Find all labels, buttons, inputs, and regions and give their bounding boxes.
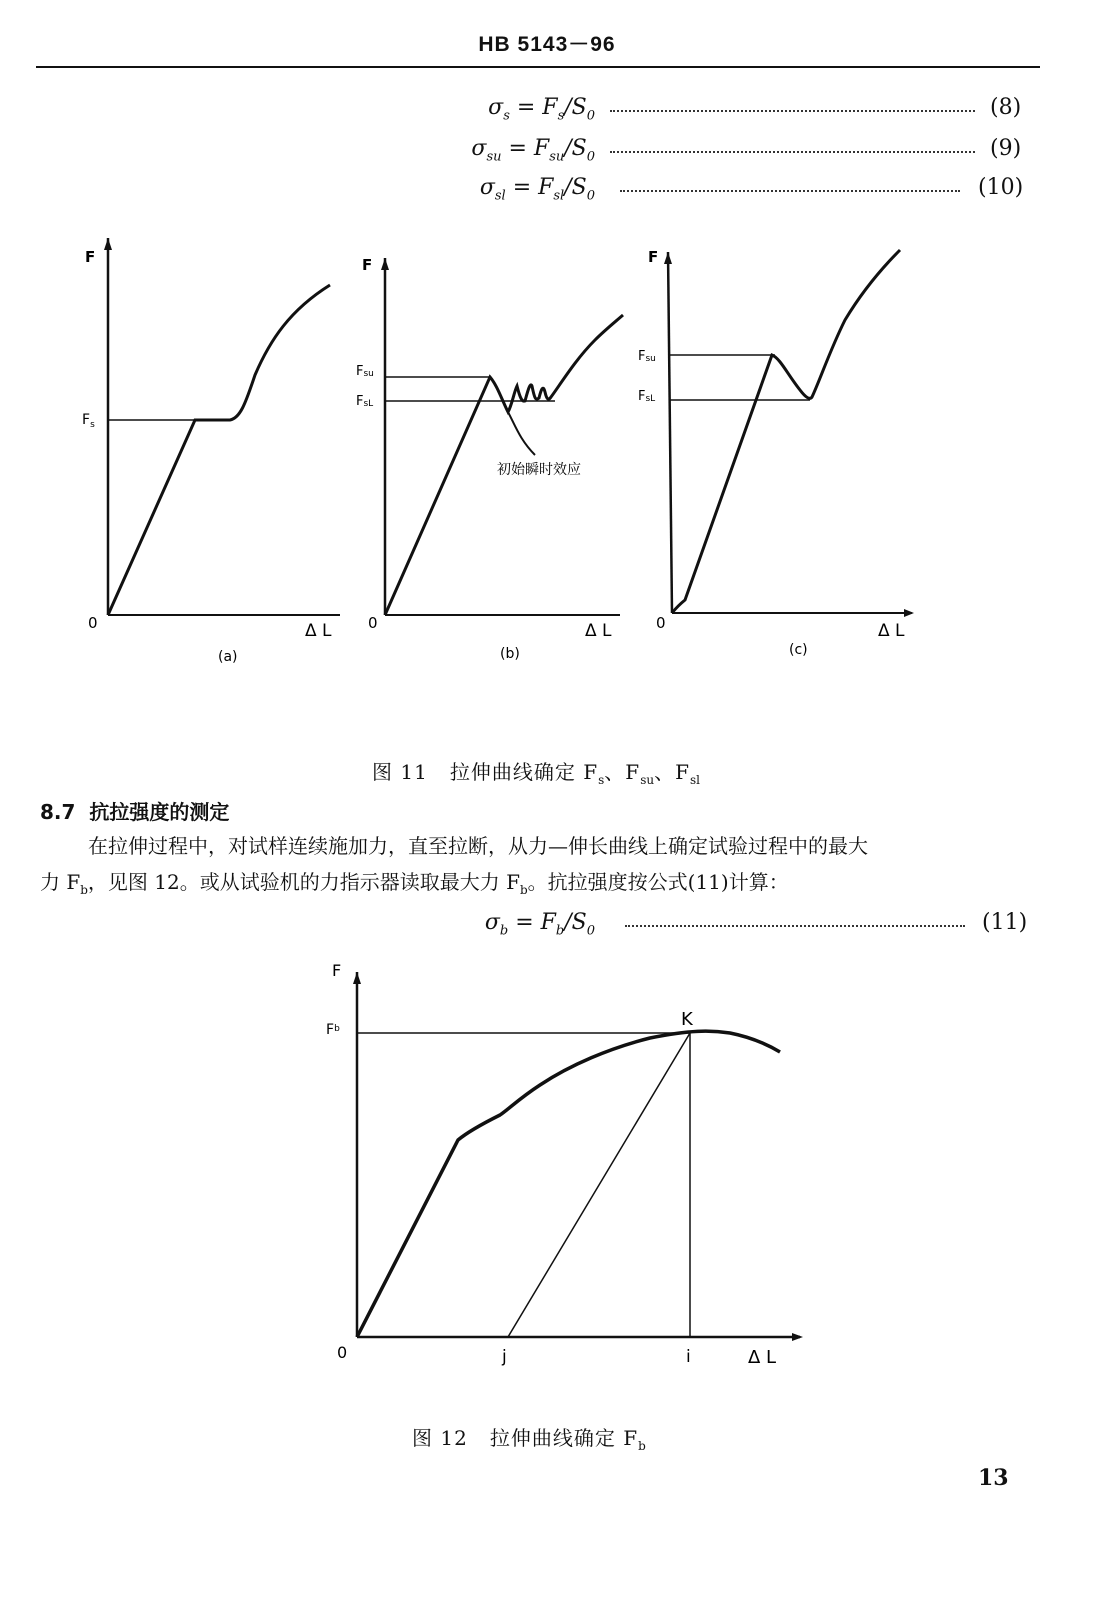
fig12-y-label: F: [332, 961, 342, 980]
standard-header: HB 5143－96: [478, 33, 616, 56]
paragraph-line-1: 在拉伸过程中，对试样连续施加力，直至拉断，从力—伸长曲线上确定试验过程中的最大: [88, 834, 868, 858]
section-heading: [40, 796, 229, 825]
eq9-rhs-rest-sub: 0: [586, 149, 595, 165]
plot-b-fsu-label: Fsu: [356, 364, 374, 379]
eq9-rhs-sub: su: [549, 149, 565, 165]
eq8-rhs-sub: s: [557, 108, 565, 124]
plot-a-panel-label: (a): [218, 649, 238, 665]
figure-12: [0, 955, 1094, 1375]
plot-c: [638, 248, 914, 658]
figure-11-caption-sub3: sl: [689, 773, 700, 787]
eq10-lhs-sub: sl: [494, 188, 506, 204]
fig12-x-label: Δ L: [748, 1347, 777, 1368]
eq9-rhs-rest: /S: [564, 136, 587, 161]
figure-11-caption-text: 拉伸曲线确定 F: [449, 760, 599, 784]
eq8-rhs-rest: /S: [564, 95, 587, 120]
eq11-lhs-sub: b: [499, 923, 509, 939]
figure-11-caption-prefix: 图 11: [372, 760, 428, 784]
eq10-leader-dots: [620, 190, 960, 192]
fig12-x-arrow: [792, 1333, 803, 1341]
plot-a-x-label: Δ L: [305, 621, 332, 641]
eq10-number: (10): [978, 175, 1024, 200]
figure-11-caption-sep2: 、F: [654, 760, 690, 784]
eq8-rhs-main: F: [542, 95, 558, 120]
page-number: 13: [978, 1465, 1009, 1491]
plot-a-curve: [108, 285, 330, 615]
figure-12-caption: [412, 1422, 646, 1453]
plot-a-origin: 0: [88, 614, 98, 632]
body-paragraph: [40, 828, 1040, 908]
eq11-rhs-main: F: [540, 910, 556, 935]
eq10-rhs-rest: /S: [564, 175, 587, 200]
plot-b-x-label: Δ L: [585, 621, 612, 641]
plot-a: [82, 238, 340, 665]
eq9-lhs-sub: su: [486, 149, 502, 165]
plot-b-y-arrow: [381, 258, 389, 270]
eq10-lhs-symbol: σ: [479, 175, 495, 200]
eq10-rhs-main: F: [538, 175, 554, 200]
eq8-number: (8): [990, 95, 1022, 120]
fig12-j-label: j: [502, 1347, 507, 1367]
eq8-leader-dots: [610, 110, 975, 112]
plot-b-origin: 0: [368, 614, 378, 632]
plot-b-annotation: 初始瞬时效应: [497, 462, 581, 478]
eq9-leader-dots: [610, 151, 975, 153]
plot-b-fsl-label: FsL: [356, 394, 374, 409]
plot-a-y-label: F: [85, 248, 96, 266]
plot-c-fsl-label: FsL: [638, 389, 656, 404]
plot-b-panel-label: (b): [500, 646, 520, 662]
section-title: 抗拉强度的测定: [89, 800, 230, 824]
fig12-y-arrow: [353, 972, 361, 984]
eq10-rhs-sub: sl: [553, 188, 565, 204]
eq11-leader-dots: [625, 925, 965, 927]
plot-c-y-label: F: [648, 248, 659, 266]
plot-b-annotation-leader: [508, 412, 535, 455]
header-rule: [36, 66, 1040, 68]
figure-11-caption-sub1: s: [598, 773, 605, 787]
paragraph-line-2: 力 $F_b$，见图 12。或从试验机的力指示器读取最大力 $F_b$。抗拉强度按公式(11)计算：: [40, 870, 789, 897]
figure-11-caption: [372, 756, 700, 787]
eq9-number: (9): [990, 136, 1022, 161]
eq9-lhs-symbol: σ: [471, 136, 487, 161]
plot-c-y-axis: [668, 252, 672, 613]
fig12-k-label: K: [681, 1009, 693, 1030]
plot-c-y-arrow: [664, 252, 672, 264]
plot-a-y-arrow: [104, 238, 112, 250]
plot-b-y-label: F: [362, 256, 373, 274]
eq11-rhs-rest-sub: 0: [586, 923, 595, 939]
plot-c-x-arrow: [904, 609, 914, 617]
eq8-rhs-rest-sub: 0: [586, 108, 595, 124]
eq8-lhs-symbol: σ: [488, 95, 504, 120]
eq11-lhs-symbol: σ: [484, 910, 500, 935]
figure-12-caption-sub: b: [638, 1439, 646, 1453]
plot-c-origin: 0: [656, 614, 666, 632]
section-number: 8.7: [40, 800, 76, 824]
plot-a-level-label: $F_s$: [82, 412, 95, 430]
fig12-curve: [357, 1031, 780, 1337]
fig12-fb-label: $F^b$: [326, 1022, 340, 1038]
eq10-rhs-rest-sub: 0: [586, 188, 595, 204]
plot-c-fsu-label: Fsu: [638, 349, 656, 364]
eq11-rhs-rest: /S: [564, 910, 587, 935]
plot-c-curve: [672, 250, 900, 613]
figure-11-caption-sub2: su: [640, 773, 655, 787]
figure-11: [0, 220, 1094, 680]
eq11-rhs-sub: b: [555, 923, 565, 939]
plot-b: [356, 256, 623, 662]
fig12-origin: 0: [337, 1343, 348, 1362]
eq9-rhs-main: F: [533, 136, 550, 161]
figure-12-caption-text: 拉伸曲线确定 F: [489, 1426, 639, 1450]
plot-c-panel-label: (c): [789, 642, 808, 658]
plot-c-x-label: Δ L: [878, 621, 905, 641]
fig12-i-label: i: [686, 1347, 691, 1367]
figure-11-caption-sep1: 、F: [604, 760, 641, 784]
figure-12-caption-prefix: 图 12: [412, 1426, 468, 1450]
eq11-number: (11): [982, 910, 1028, 935]
fig12-unloading-line: [508, 1033, 690, 1337]
eq8-lhs-sub: s: [503, 108, 510, 124]
